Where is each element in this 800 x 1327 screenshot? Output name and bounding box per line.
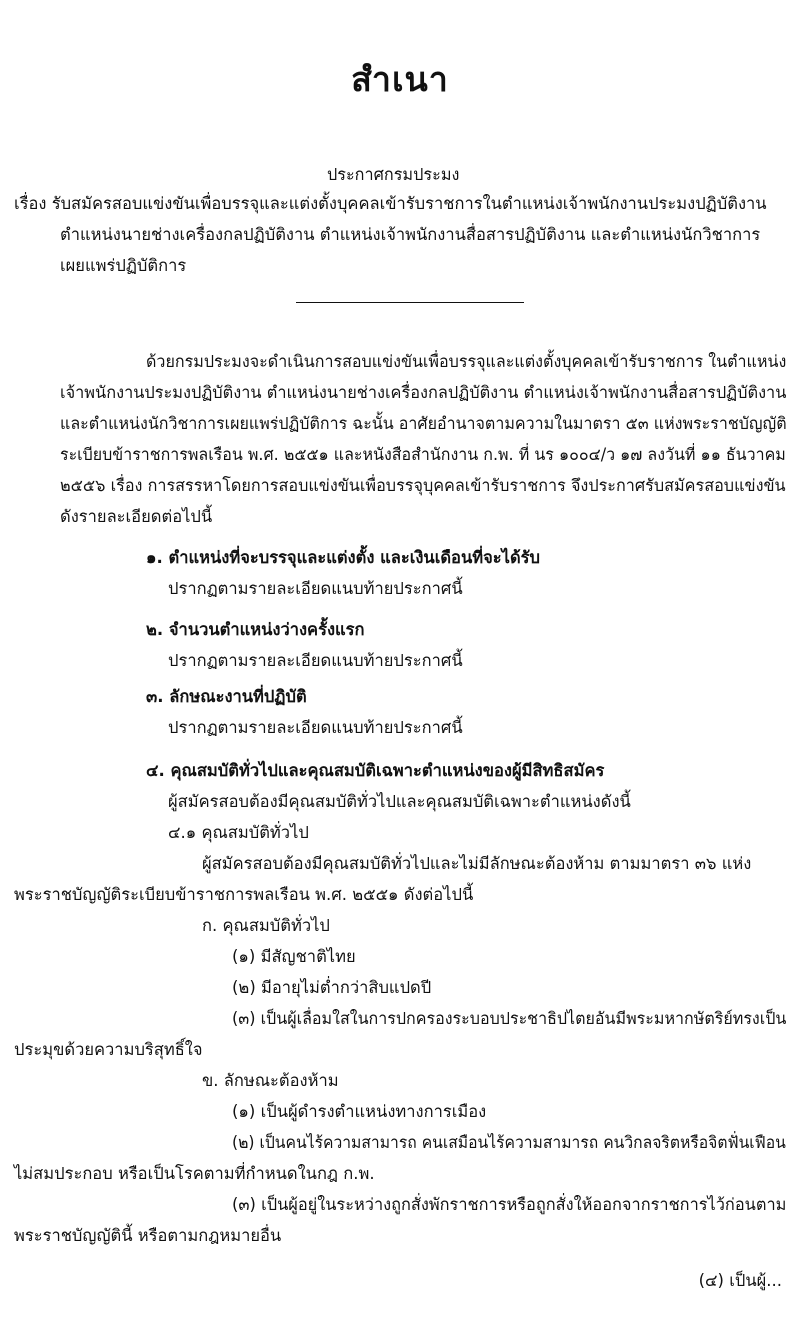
- general-qualification-3b: ประมุขด้วยความบริสุทธิ์ใจ: [14, 1040, 203, 1059]
- general-qualification-1: (๑) มีสัญชาติไทย: [232, 947, 356, 966]
- section-4-body: ผู้สมัครสอบต้องมีคุณสมบัติทั่วไปและคุณสมบัติเฉพาะตำแหน่งดังนี้: [168, 792, 631, 811]
- section-3-title: ๓. ลักษณะงานที่ปฏิบัติ: [146, 687, 307, 706]
- section-1-title: ๑. ตำแหน่งที่จะบรรจุและแต่งตั้ง และเงินเดือนที่จะได้รับ: [146, 548, 541, 567]
- prohibition-3a: (๓) เป็นผู้อยู่ในระหว่างถูกสั่งพักราชการหรือถูกสั่งให้ออกจากราชการไว้ก่อนตาม: [232, 1195, 787, 1214]
- prohibition-2a: (๒) เป็นคนไร้ความสามารถ คนเสมือนไร้ความสามารถ คนวิกลจริตหรือจิตฟั่นเฟือน: [232, 1133, 786, 1152]
- intro-line-4: ระเบียบข้าราชการพลเรือน พ.ศ. ๒๕๕๑ และหนังสือสำนักงาน ก.พ. ที่ นร ๑๐๐๔/ว ๑๗ ลงวันที่ ๑๑ ธันวาคม: [60, 445, 786, 464]
- general-qualification-2: (๒) มีอายุไม่ต่ำกว่าสิบแปดปี: [232, 978, 432, 997]
- divider-rule: [296, 302, 524, 303]
- section-4-1-title: ๔.๑ คุณสมบัติทั่วไป: [168, 823, 309, 842]
- section-4-title: ๔. คุณสมบัติทั่วไปและคุณสมบัติเฉพาะตำแหน่งของผู้มีสิทธิสมัคร: [146, 761, 605, 780]
- intro-line-1: ด้วยกรมประมงจะดำเนินการสอบแข่งขันเพื่อบรรจุและแต่งตั้งบุคคลเข้ารับราชการ ในตำแหน่ง: [146, 352, 787, 371]
- section-4-1-line-2: พระราชบัญญัติระเบียบข้าราชการพลเรือน พ.ศ. ๒๕๕๑ ดังต่อไปนี้: [14, 885, 474, 904]
- prohibitions-title: ข. ลักษณะต้องห้าม: [202, 1071, 339, 1090]
- subject-line-2: ตำแหน่งนายช่างเครื่องกลปฏิบัติงาน ตำแหน่งเจ้าพนักงานสื่อสารปฏิบัติงาน และตำแหน่งนักวิชาการ: [60, 225, 761, 244]
- general-qualifications-title: ก. คุณสมบัติทั่วไป: [202, 916, 330, 935]
- intro-line-5: ๒๕๕๖ เรื่อง การสรรหาโดยการสอบแข่งขันเพื่อบรรจุบุคคลเข้ารับราชการ จึงประกาศรับสมัครสอบแข่งขัน: [60, 476, 786, 495]
- continuation-marker: (๔) เป็นผู้...: [698, 1271, 782, 1290]
- intro-line-3: และตำแหน่งนักวิชาการเผยแพร่ปฏิบัติการ ฉะนั้น อาศัยอำนาจตามความในมาตรา ๕๓ แห่งพระราชบัญญัติ: [60, 414, 787, 433]
- prohibition-1: (๑) เป็นผู้ดำรงตำแหน่งทางการเมือง: [232, 1102, 487, 1121]
- section-2-title: ๒. จำนวนตำแหน่งว่างครั้งแรก: [146, 620, 365, 639]
- copy-stamp: สำเนา: [351, 60, 449, 100]
- subject-line-3: เผยแพร่ปฏิบัติการ: [60, 256, 187, 275]
- section-2-body: ปรากฏตามรายละเอียดแนบท้ายประกาศนี้: [168, 651, 463, 670]
- section-1-body: ปรากฏตามรายละเอียดแนบท้ายประกาศนี้: [168, 579, 463, 598]
- announcement-title: ประกาศกรมประมง: [326, 165, 460, 184]
- intro-line-2: เจ้าพนักงานประมงปฏิบัติงาน ตำแหน่งนายช่างเครื่องกลปฏิบัติงาน ตำแหน่งเจ้าพนักงานสื่อสารปฏิบัติงาน: [60, 383, 787, 402]
- prohibition-2b: ไม่สมประกอบ หรือเป็นโรคตามที่กำหนดในกฎ ก.พ.: [14, 1164, 375, 1183]
- intro-line-6: ดังรายละเอียดต่อไปนี้: [60, 507, 213, 526]
- subject-line-1: เรื่อง รับสมัครสอบแข่งขันเพื่อบรรจุและแต่งตั้งบุคคลเข้ารับราชการในตำแหน่งเจ้าพนักงานประมงปฏิบัติงาน: [14, 194, 767, 213]
- prohibition-3b: พระราชบัญญัตินี้ หรือตามกฎหมายอื่น: [14, 1226, 282, 1245]
- general-qualification-3a: (๓) เป็นผู้เลื่อมใสในการปกครองระบอบประชาธิปไตยอันมีพระมหากษัตริย์ทรงเป็น: [232, 1009, 787, 1028]
- section-3-body: ปรากฏตามรายละเอียดแนบท้ายประกาศนี้: [168, 718, 463, 737]
- section-4-1-line-1: ผู้สมัครสอบต้องมีคุณสมบัติทั่วไปและไม่มีลักษณะต้องห้าม ตามมาตรา ๓๖ แห่ง: [202, 854, 752, 873]
